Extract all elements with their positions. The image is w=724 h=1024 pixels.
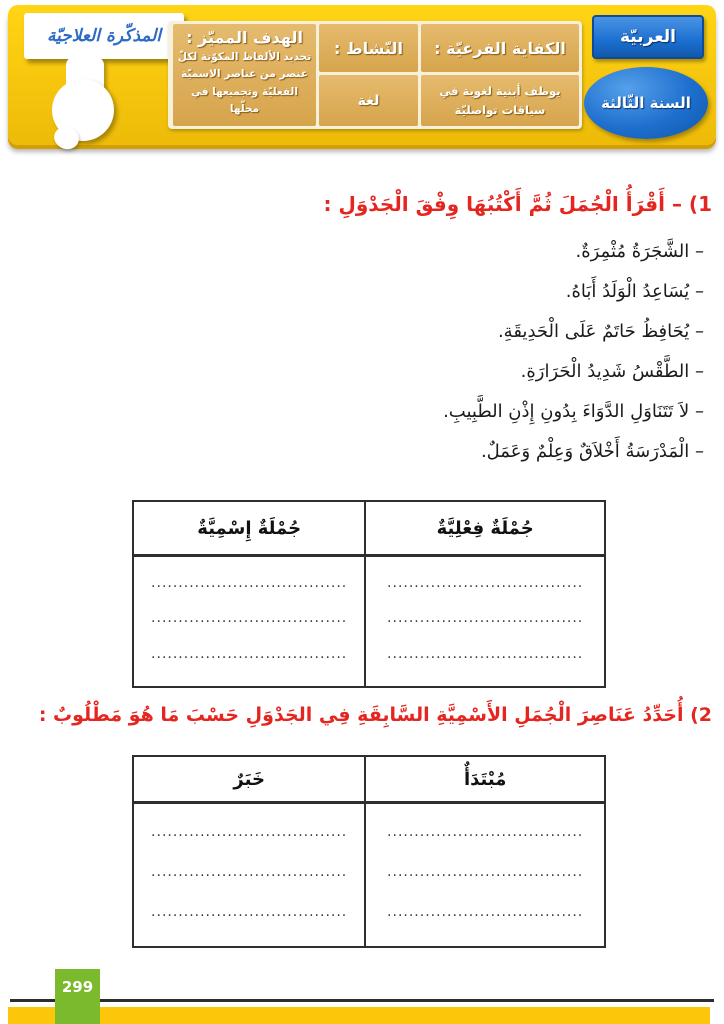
- answer-line[interactable]: ....................................: [151, 610, 348, 627]
- competency-label: الكفاية الفرعيّة :: [421, 24, 579, 72]
- predicate-answers-column: [134, 804, 364, 946]
- exercise1-table-body: [134, 557, 604, 686]
- header-band: [8, 5, 716, 145]
- exercise1-table: [132, 500, 606, 688]
- exercise2-table-body: [134, 804, 604, 946]
- footer-rule: [10, 999, 714, 1002]
- sentence-item: – الطَّقْسُ شَدِيدُ الْحَرَارَةِ.: [520, 361, 704, 382]
- answer-line[interactable]: ....................................: [387, 574, 584, 591]
- answer-line[interactable]: ....................................: [151, 646, 348, 663]
- column-header-nominal-sentence: جُمْلَةٌ إِسْمِيَّةٌ: [197, 517, 302, 539]
- answer-line[interactable]: ....................................: [387, 904, 584, 920]
- answer-line[interactable]: ....................................: [387, 610, 584, 627]
- goal-label: الهدف المميّز :: [186, 28, 303, 47]
- subject-badge: العربيّة: [592, 15, 704, 59]
- goal-value: تحديد الألفاظ المكوّنة لكلّ عنصر من عناصر الاسميّة الفعليّة وتجميعها في محلّها: [177, 51, 312, 115]
- answer-line[interactable]: ....................................: [387, 824, 584, 840]
- subject-answers-column: [364, 804, 604, 946]
- sentence-list: [443, 232, 704, 472]
- exercise1-table-header: [134, 502, 604, 557]
- memo-tag-label: المذكّرة العلاجيّة: [24, 13, 184, 59]
- exercise2-table: [132, 755, 606, 948]
- competency-value: يوظف أبنية لغوية في سياقات تواصليّة: [421, 75, 579, 126]
- footer-bar: [8, 1007, 710, 1024]
- sentence-item: – يُسَاعِدُ الْوَلَدُ أَبَاهُ.: [565, 281, 704, 302]
- answer-line[interactable]: ....................................: [387, 864, 584, 880]
- sentence-item: – الْمَدْرَسَةُ أَخْلاَقٌ وَعِلْمٌ وَعَمَلٌ.: [480, 441, 704, 462]
- activity-label: النّشاط :: [319, 24, 418, 72]
- sentence-item: – الشَّجَرَةُ مُثْمِرَةٌ.: [575, 241, 704, 262]
- answer-line[interactable]: ....................................: [151, 864, 348, 880]
- exercise2-heading: 2) أُحَدِّدُ عَنَاصِرَ الْجُمَلِ الأَسْمِيَّةِ السَّابِقَةِ فِي الجَدْوَلِ حَسْبَ مَا هُوَ مَطْلُوبٌ :: [38, 704, 712, 726]
- column-header-predicate: خَبَرٌ: [233, 768, 265, 790]
- sentence-item: – يُحَافِظُ حَاتَمٌ عَلَى الْحَدِيقَةِ.: [497, 321, 704, 342]
- column-header-verbal-sentence: جُمْلَةٌ فِعْلِيَّةٌ: [364, 502, 604, 554]
- exercise2-table-header: [134, 757, 604, 804]
- sentence-item: – لاَ تَتَنَاوَلِ الدَّوَاءَ بِدُونِ إِذْنِ الطَّبِيبِ.: [443, 401, 704, 422]
- column-header-subject: مُبْتَدَأٌ: [364, 757, 604, 801]
- answer-line[interactable]: ....................................: [387, 646, 584, 663]
- nominal-answers-column: [134, 557, 364, 686]
- page-number-badge: 299: [55, 969, 100, 1024]
- goal-cell: [173, 24, 316, 126]
- answer-line[interactable]: ....................................: [151, 824, 348, 840]
- activity-value: لغة: [319, 75, 418, 126]
- verbal-answers-column: [364, 557, 604, 686]
- level-badge: السنة الثّالثة: [584, 67, 708, 139]
- header-info-table: [168, 21, 582, 129]
- answer-line[interactable]: ....................................: [151, 574, 348, 591]
- answer-line[interactable]: ....................................: [151, 904, 348, 920]
- exercise1-heading: 1) – أَقْرَأُ الْجُمَلَ ثُمَّ أَكْتُبُهَا وِفْقَ الْجَدْوَلِ :: [323, 192, 712, 216]
